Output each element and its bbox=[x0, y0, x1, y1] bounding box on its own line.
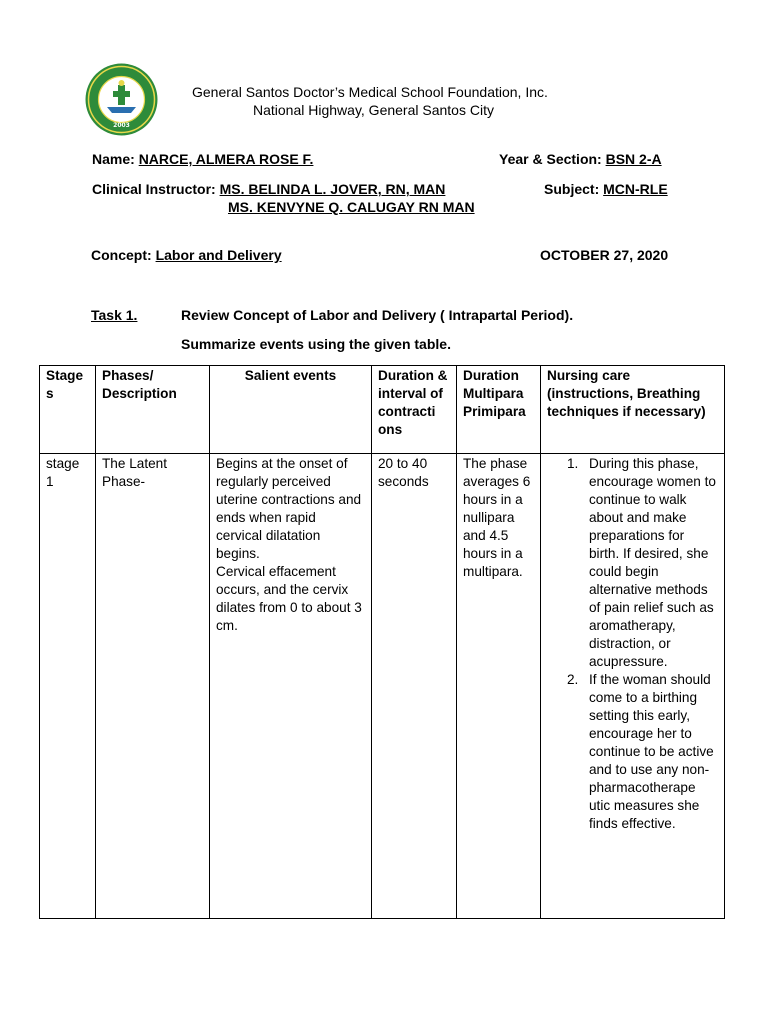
list-number: 1. bbox=[567, 456, 579, 471]
cell-nursing-care bbox=[541, 454, 725, 919]
labor-stages-table bbox=[39, 365, 725, 919]
list-item bbox=[547, 671, 718, 833]
list-item bbox=[547, 455, 718, 671]
clinical-instructor-field bbox=[92, 181, 445, 197]
school-seal-icon bbox=[85, 63, 158, 136]
cell-duration: The phase averages 6 hours in a nullipara and 4.5 hours in a multipara. bbox=[457, 454, 541, 919]
ci-label: Clinical Instructor: bbox=[92, 181, 216, 197]
table-header-row bbox=[40, 366, 725, 454]
name-label: Name: bbox=[92, 151, 135, 167]
cell-phase: The Latent Phase- bbox=[96, 454, 210, 919]
concept-value: Labor and Delivery bbox=[155, 247, 282, 263]
table-row bbox=[40, 454, 725, 919]
nursing-care-list bbox=[547, 455, 718, 833]
name-field bbox=[92, 151, 313, 167]
year-label: Year & Section: bbox=[499, 151, 602, 167]
ci-value-1: MS. BELINDA L. JOVER, RN, MAN bbox=[219, 181, 446, 197]
subject-value: MCN-RLE bbox=[603, 181, 668, 197]
subject-label: Subject: bbox=[544, 181, 600, 197]
subject-field bbox=[544, 181, 668, 197]
ci-value-2: MS. KENVYNE Q. CALUGAY RN MAN bbox=[228, 199, 475, 215]
salient-text-1: Begins at the onset of regularly perceived uterine contractions and ends when rapid cervical dilatation begins. bbox=[216, 456, 362, 561]
care-text-1: During this phase, encourage women to continue to walk about and make preparations for birth. If desired, she could begin alternative methods of pain relief such as aromatherapy, distraction, or acupressure. bbox=[589, 456, 716, 669]
name-value: NARCE, ALMERA ROSE F. bbox=[138, 151, 314, 167]
org-name: General Santos Doctor’s Medical School Foundation, Inc. bbox=[192, 84, 548, 100]
svg-text:2003: 2003 bbox=[113, 122, 130, 129]
concept-field bbox=[91, 247, 282, 263]
task-label: Task 1. bbox=[91, 307, 138, 323]
year-section-field bbox=[499, 151, 662, 167]
ci-value-2-line bbox=[228, 199, 475, 215]
header-stage: Stage s bbox=[40, 366, 96, 454]
task-line-2: Summarize events using the given table. bbox=[181, 336, 451, 352]
concept-label: Concept: bbox=[91, 247, 152, 263]
header-duration: Duration Multipara Primipara bbox=[457, 366, 541, 454]
salient-text-2: Cervical effacement occurs, and the cervix dilates from 0 to about 3 cm. bbox=[216, 564, 362, 633]
year-value: BSN 2-A bbox=[605, 151, 662, 167]
task-line-1: Review Concept of Labor and Delivery ( Intrapartal Period). bbox=[181, 307, 574, 323]
org-address: National Highway, General Santos City bbox=[253, 102, 494, 118]
document-date: OCTOBER 27, 2020 bbox=[540, 247, 669, 263]
list-number: 2. bbox=[567, 672, 579, 687]
cell-interval: 20 to 40 seconds bbox=[372, 454, 457, 919]
cell-stage: stage 1 bbox=[40, 454, 96, 919]
header-phase: Phases/ Description bbox=[96, 366, 210, 454]
header-interval: Duration & interval of contracti ons bbox=[372, 366, 457, 454]
cell-salient bbox=[210, 454, 372, 919]
care-text-2: If the woman should come to a birthing setting this early, encourage her to continue to be active and to use any non-pharmacotherape utic measures she finds effective. bbox=[589, 672, 714, 831]
header-salient: Salient events bbox=[210, 366, 372, 454]
header-nursing-care: Nursing care (instructions, Breathing techniques if necessary) bbox=[541, 366, 725, 454]
